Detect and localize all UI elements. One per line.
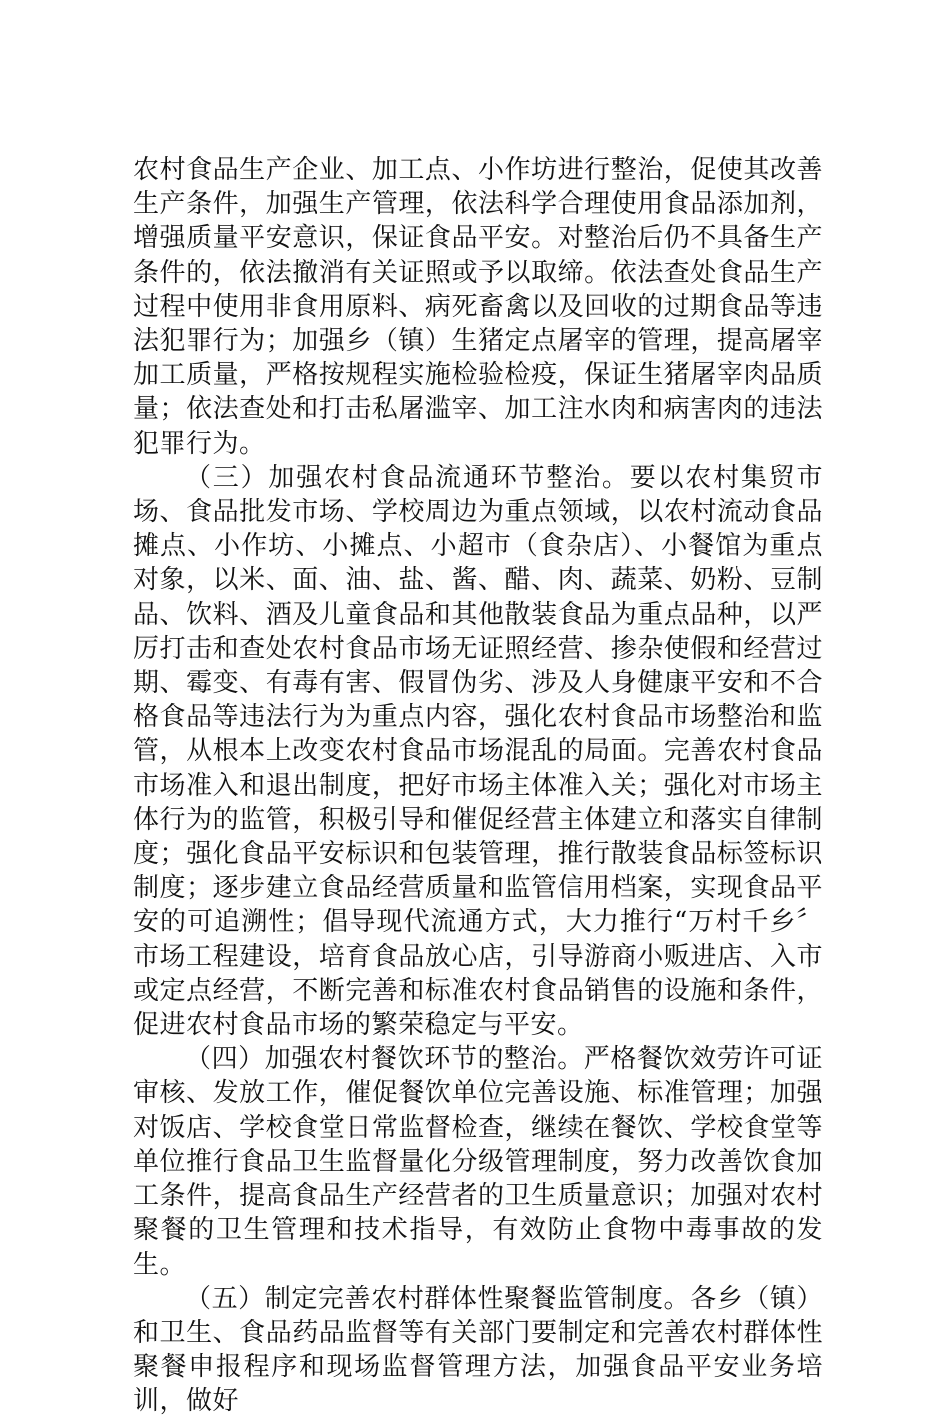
paragraph-section-4: （四）加强农村餐饮环节的整治。严格餐饮效劳许可证审核、发放工作，催促餐饮单位完善设施、标准管理；加强对饭店、学校食堂日常监督检查，继续在餐饮、学校食堂等单位推行食品卫生监督量化分级管理制度，努力改善饮食加工条件，提高食品生产经营者的卫生质量意识；加强对农村聚餐的卫生管理和技术指导，有效防止食物中毒事故的发生。 — [133, 1044, 823, 1280]
paragraph-continuation: 农村食品生产企业、加工点、小作坊进行整治，促使其改善生产条件，加强生产管理，依法科学合理使用食品添加剂，增强质量平安意识，保证食品平安。对整治后仍不具备生产条件的，依法撤消有关证照或予以取缔。依法查处食品生产过程中使用非食用原料、病死畜禽以及回收的过期食品等违法犯罪行为；加强乡（镇）生猪定点屠宰的管理，提高屠宰加工质量，严格按规程实施检验检疫，保证生猪屠宰肉品质量；依法查处和打击私屠滥宰、加工注水肉和病害肉的违法犯罪行为。 — [133, 155, 823, 459]
paragraph-section-5: （五）制定完善农村群体性聚餐监管制度。各乡（镇）和卫生、食品药品监督等有关部门要制定和完善农村群体性聚餐申报程序和现场监督管理方法，加强食品平安业务培训，做好 — [133, 1283, 823, 1417]
document-body — [133, 153, 823, 1419]
paragraph-section-3: （三）加强农村食品流通环节整治。要以农村集贸市场、食品批发市场、学校周边为重点领域，以农村流动食品摊点、小作坊、小摊点、小超市（食杂店）、小餐馆为重点对象，以米、面、油、盐、酱、醋、肉、蔬菜、奶粉、豆制品、饮料、酒及儿童食品和其他散装食品为重点品种，以严厉打击和查处农村食品市场无证照经营、掺杂使假和经营过期、霉变、有毒有害、假冒伪劣、涉及人身健康平安和不合格食品等违法行为为重点内容，强化农村食品市场整治和监管，从根本上改变农村食品市场混乱的局面。完善农村食品市场准入和退出制度，把好市场主体准入关；强化对市场主体行为的监管，积极引导和催促经营主体建立和落实自律制度；强化食品平安标识和包装管理，推行散装食品标签标识制度；逐步建立食品经营质量和监管信用档案，实现食品平安的可追溯性；倡导现代流通方式，大力推行“万村千乡〞市场工程建设，培育食品放心店，引导游商小贩进店、入市或定点经营，不断完善和标准农村食品销售的设施和条件，促进农村食品市场的繁荣稳定与平安。 — [133, 462, 823, 1041]
